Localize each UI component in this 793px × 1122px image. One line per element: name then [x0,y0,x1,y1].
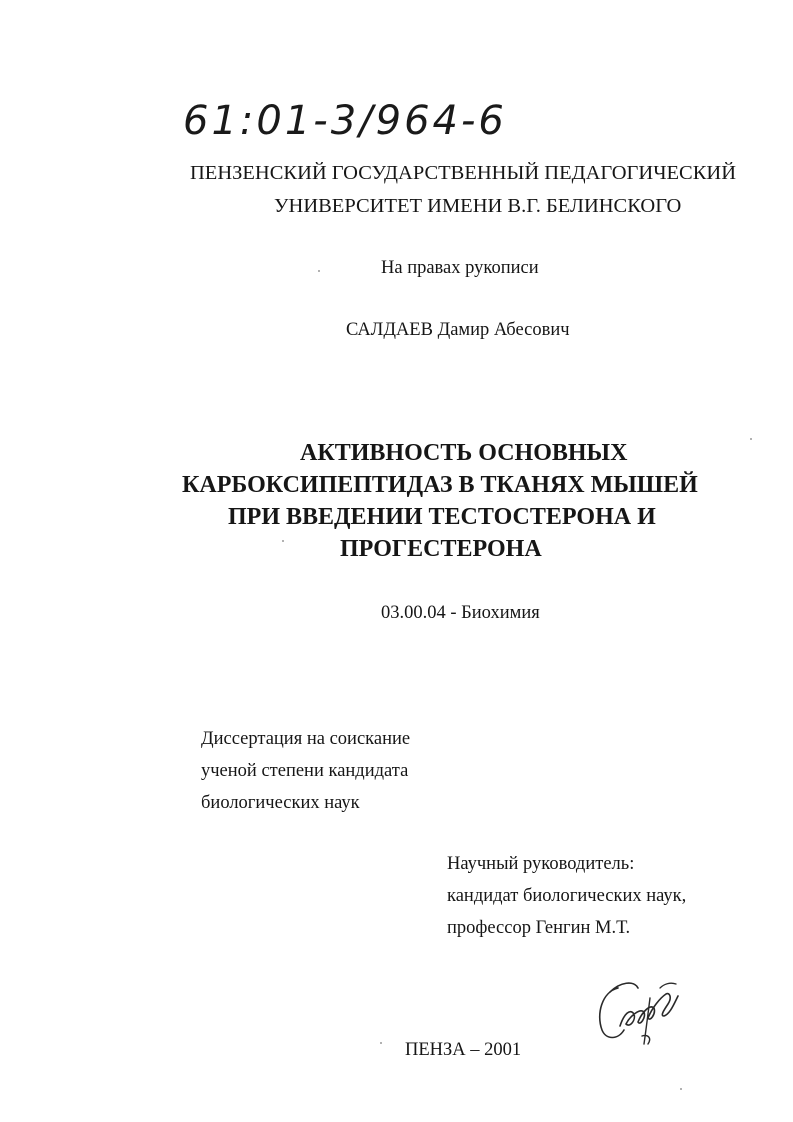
supervisor-line-1: Научный руководитель: [447,854,635,874]
title-line-3: ПРИ ВВЕДЕНИИ ТЕСТОСТЕРОНА И [228,504,656,530]
supervisor-line-2: кандидат биологических наук, [447,886,687,906]
scan-speck [750,438,752,440]
supervisor-block [447,848,686,944]
author-name: САЛДАЕВ Дамир Абесович [346,320,570,340]
dissertation-block [201,723,410,819]
city-and-year: ПЕНЗА – 2001 [405,1040,522,1060]
supervisor-line-3: профессор Генгин М.Т. [447,918,631,938]
dissertation-line-3: биологических наук [201,793,360,813]
title-line-1: АКТИВНОСТЬ ОСНОВНЫХ [300,440,628,466]
title-line-2: КАРБОКСИПЕПТИДАЗ В ТКАНЯХ МЫШЕЙ [182,472,698,498]
handwritten-signature [590,968,690,1058]
scan-speck [318,270,320,272]
specialty-code: 03.00.04 - Биохимия [381,603,540,623]
scan-speck [380,1042,382,1044]
manuscript-note: На правах рукописи [381,258,539,278]
handwritten-archive-code: 61:01-3/964-6 [183,98,507,144]
title-line-4: ПРОГЕСТЕРОНА [340,536,542,562]
dissertation-line-1: Диссертация на соискание [201,729,411,749]
institution-line-1: ПЕНЗЕНСКИЙ ГОСУДАРСТВЕННЫЙ ПЕДАГОГИЧЕСКИЙ [190,162,737,184]
dissertation-line-2: ученой степени кандидата [201,761,409,781]
scan-speck [680,1088,682,1090]
institution-line-2: УНИВЕРСИТЕТ ИМЕНИ В.Г. БЕЛИНСКОГО [274,195,682,217]
scan-speck [282,540,284,542]
